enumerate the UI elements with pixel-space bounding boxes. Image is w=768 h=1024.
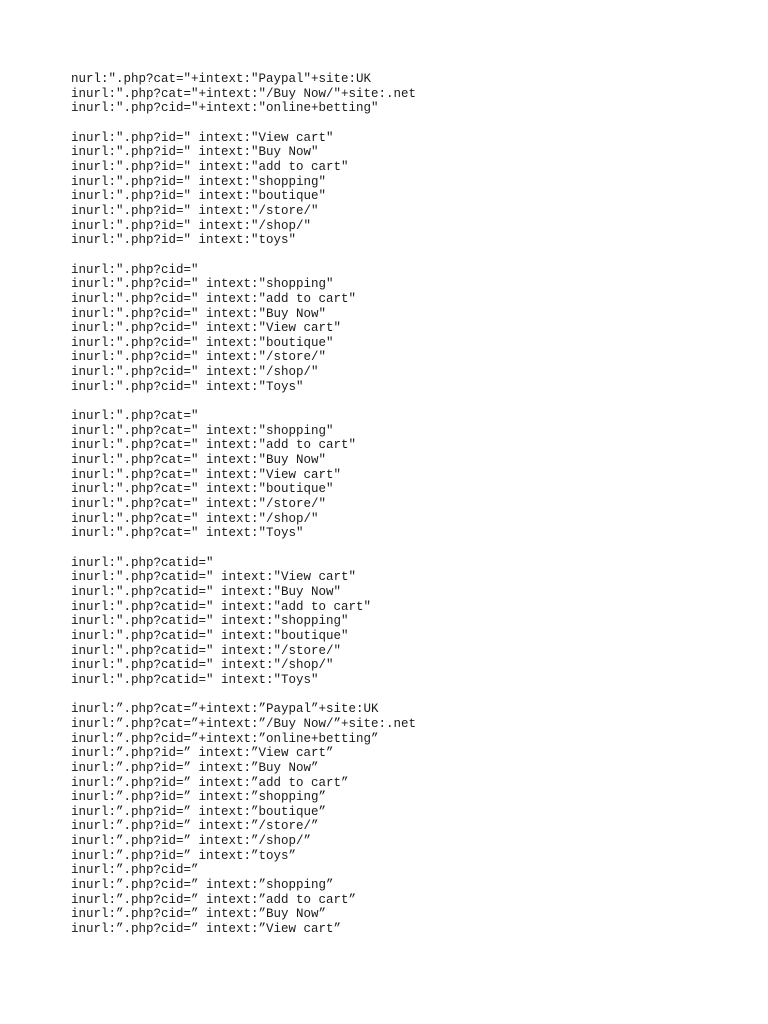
query-line: inurl:".php?cat="+intext:"/Buy Now/"+site:.net [71,86,417,101]
query-line: inurl:".php?catid=" intext:"add to cart" [71,599,372,614]
query-line: inurl:".php?cat=" intext:"shopping" [71,423,334,438]
query-line: inurl:".php?id=" intext:"shopping" [71,174,327,189]
query-group [71,702,711,937]
query-line: inurl:”.php?id=” intext:”Buy Now” [71,760,319,775]
query-line: inurl:".php?cat=" intext:"add to cart" [71,438,357,453]
query-line: inurl:”.php?cat=”+intext:”Paypal”+site:UK [71,702,379,717]
query-line: inurl:".php?id=" intext:"Buy Now" [71,145,319,160]
query-line: inurl:".php?cid=" intext:"Toys" [71,379,304,394]
query-line: inurl:".php?cat=" intext:"/store/" [71,497,327,512]
query-line: inurl:".php?cat=" intext:"/shop/" [71,511,319,526]
query-line: inurl:".php?cid=" intext:"/shop/" [71,365,319,380]
query-line: inurl:”.php?cid=” [71,863,199,878]
query-line: inurl:”.php?id=” intext:”shopping” [71,790,327,805]
query-line: inurl:".php?cid=" intext:"/store/" [71,350,327,365]
query-line: inurl:".php?id=" intext:"toys" [71,233,297,248]
query-line: inurl:".php?cat=" intext:"boutique" [71,482,334,497]
query-line: inurl:".php?id=" intext:"add to cart" [71,159,349,174]
query-line: inurl:".php?catid=" intext:"Toys" [71,672,319,687]
query-line: inurl:".php?cid=" intext:"View cart" [71,321,342,336]
query-line: nurl:".php?cat="+intext:"Paypal"+site:UK [71,72,372,86]
query-line: inurl:".php?cat=" [71,409,199,424]
query-group [71,409,711,541]
query-line: inurl:”.php?id=” intext:”/store/” [71,819,319,834]
query-group [71,131,711,248]
query-line: inurl:”.php?id=” intext:”add to cart” [71,775,349,790]
query-group [71,72,711,116]
query-line: inurl:”.php?cat=”+intext:”/Buy Now/”+site:.net [71,716,417,731]
query-line: inurl:".php?cid=" [71,262,199,277]
query-line: inurl:".php?cid=" intext:"Buy Now" [71,306,327,321]
query-group [71,263,711,395]
query-line: inurl:”.php?id=” intext:”View cart” [71,746,334,761]
query-line: inurl:".php?catid=" intext:"Buy Now" [71,584,342,599]
query-line: inurl:”.php?cid=”+intext:”online+betting” [71,731,379,746]
query-line: inurl:".php?id=" intext:"View cart" [71,130,334,145]
query-line: inurl:”.php?cid=” intext:”add to cart” [71,892,357,907]
query-group [71,556,711,688]
query-line: inurl:".php?id=" intext:"/shop/" [71,218,312,233]
query-line: inurl:".php?cid=" intext:"add to cart" [71,291,357,306]
query-line: inurl:".php?id=" intext:"/store/" [71,203,319,218]
query-line: inurl:".php?cid="+intext:"online+betting" [71,101,379,116]
query-line: inurl:".php?cid=" intext:"boutique" [71,335,334,350]
query-line: inurl:".php?id=" intext:"boutique" [71,189,327,204]
query-line: inurl:”.php?cid=” intext:”shopping” [71,878,334,893]
query-line: inurl:".php?cat=" intext:"Toys" [71,526,304,541]
query-line: inurl:”.php?id=” intext:”boutique” [71,804,327,819]
dork-list [71,72,711,937]
query-line: inurl:”.php?cid=” intext:”Buy Now” [71,907,327,922]
query-line: inurl:".php?catid=" [71,555,214,570]
query-line: inurl:".php?cid=" intext:"shopping" [71,277,334,292]
query-line: inurl:".php?catid=" intext:"/shop/" [71,658,334,673]
query-line: inurl:".php?catid=" intext:"shopping" [71,614,349,629]
query-line: inurl:".php?cat=" intext:"View cart" [71,467,342,482]
query-line: inurl:”.php?cid=” intext:”View cart” [71,922,342,937]
query-line: inurl:".php?catid=" intext:"/store/" [71,643,342,658]
query-line: inurl:".php?catid=" intext:"View cart" [71,570,357,585]
query-line: inurl:".php?cat=" intext:"Buy Now" [71,453,327,468]
query-line: inurl:”.php?id=” intext:”toys” [71,848,297,863]
query-line: inurl:”.php?id=” intext:”/shop/” [71,834,312,849]
query-line: inurl:".php?catid=" intext:"boutique" [71,628,349,643]
